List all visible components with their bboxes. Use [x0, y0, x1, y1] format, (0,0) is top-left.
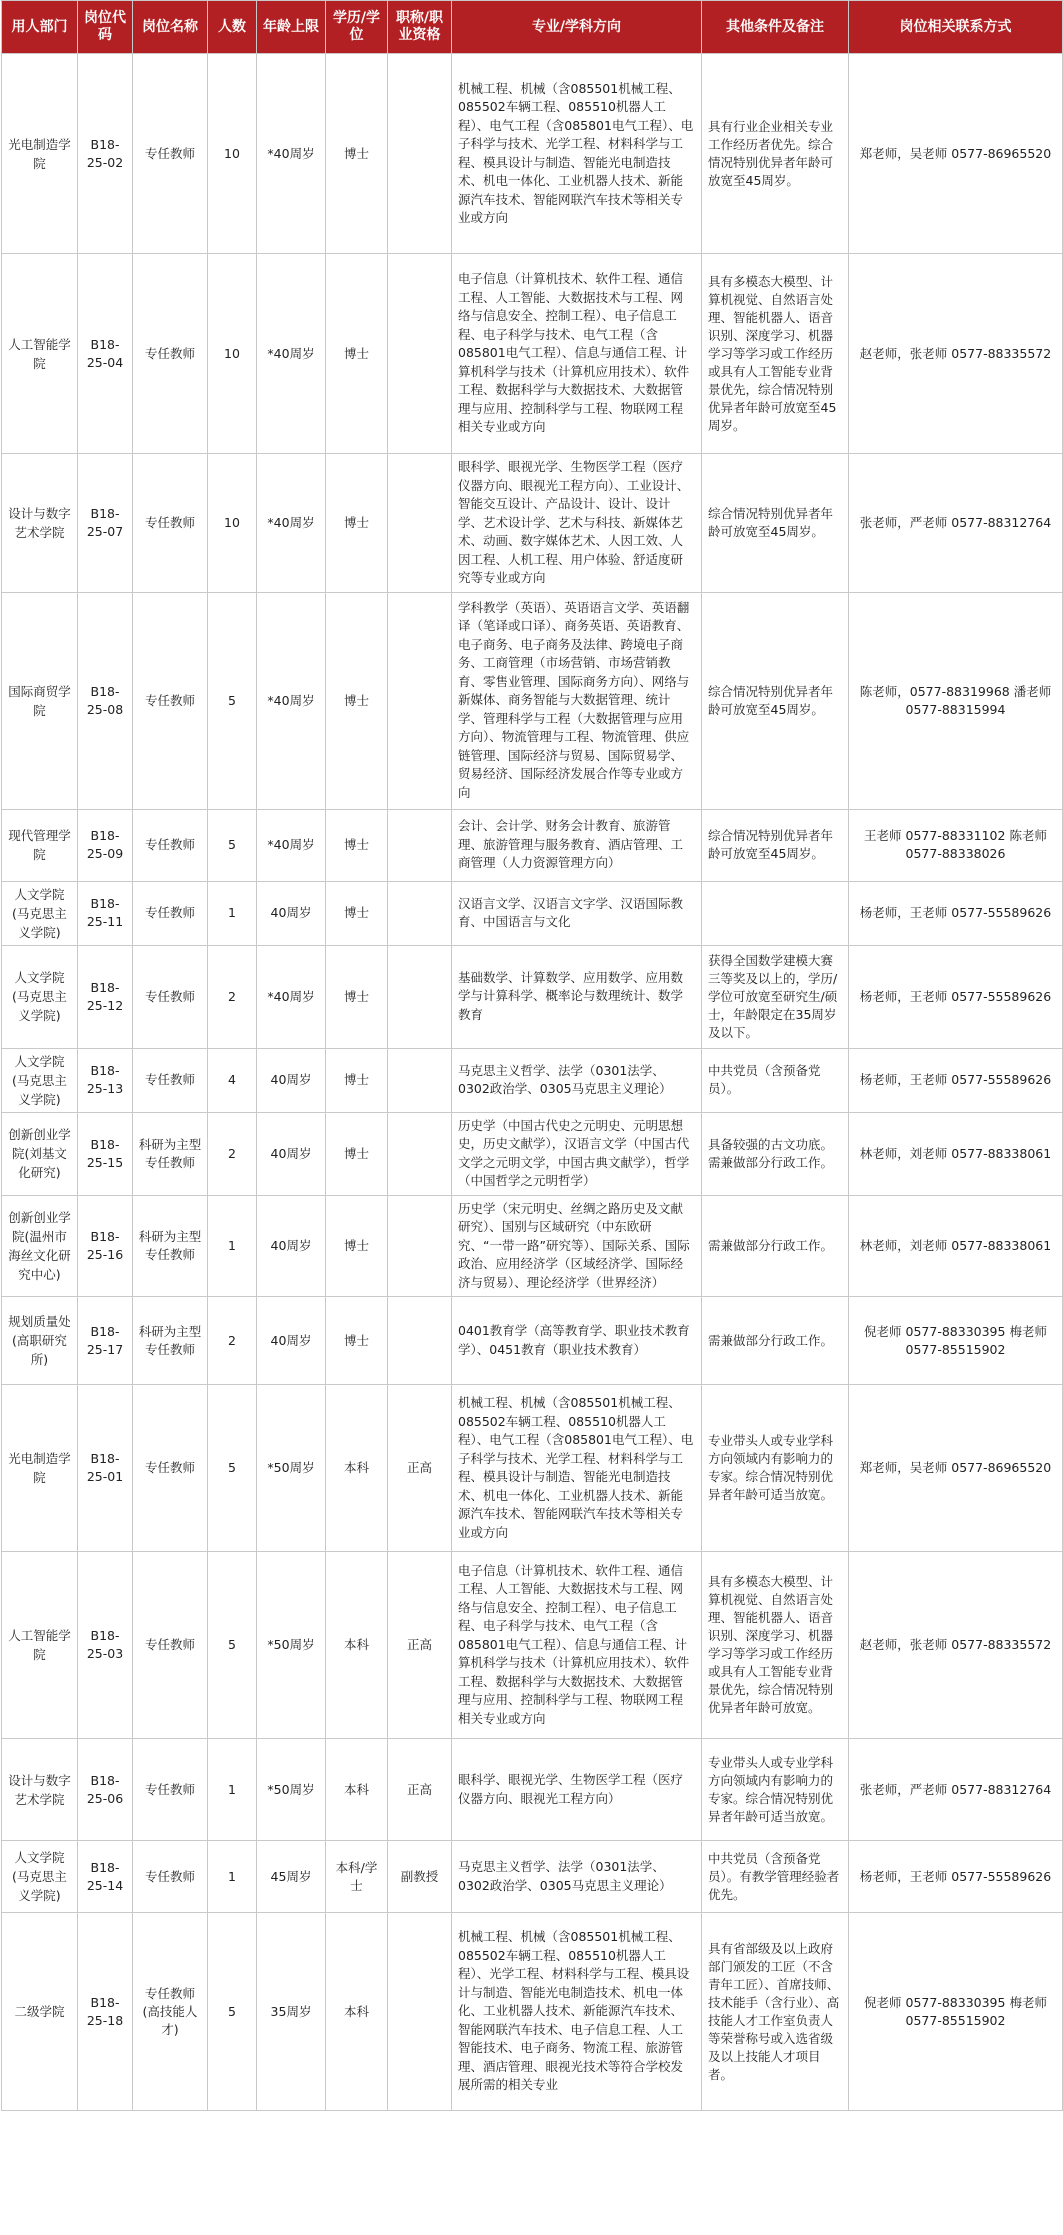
cell-note: 综合情况特别优异者年龄可放宽至45周岁。	[702, 809, 849, 881]
cell-title: 专任教师	[133, 945, 208, 1048]
cell-major: 马克思主义哲学、法学（0301法学、0302政治学、0305马克思主义理论）	[452, 1841, 702, 1913]
cell-title: 科研为主型专任教师	[133, 1297, 208, 1385]
cell-major: 机械工程、机械（含085501机械工程、085502车辆工程、085510机器人工程）、电气工程（含085801电气工程）、电子科学与技术、光学工程、材料科学与工程、模具设计与制造、智能光电制造技术、机电一体化、工业机器人技术、新能源汽车技术、智能网联汽车技术等相关专业或方向	[452, 54, 702, 254]
cell-edu: 博士	[326, 1297, 388, 1385]
table-row	[2, 592, 1063, 809]
cell-note: 中共党员（含预备党员）。有教学管理经验者优先。	[702, 1841, 849, 1913]
cell-major: 会计、会计学、财务会计教育、旅游管理、旅游管理与服务教育、酒店管理、工商管理（人力资源管理方向）	[452, 809, 702, 881]
cell-contact: 林老师，刘老师 0577-88338061	[849, 1112, 1063, 1195]
cell-dept: 规划质量处(高职研究所)	[2, 1297, 78, 1385]
cell-code: B18-25-06	[78, 1739, 133, 1841]
cell-edu: 博士	[326, 454, 388, 593]
cell-count: 2	[208, 1297, 257, 1385]
cell-qual	[388, 254, 452, 454]
cell-dept: 设计与数字艺术学院	[2, 454, 78, 593]
cell-note: 具有行业企业相关专业工作经历者优先。综合情况特别优异者年龄可放宽至45周岁。	[702, 54, 849, 254]
cell-age: 35周岁	[257, 1913, 326, 2111]
cell-note: 综合情况特别优异者年龄可放宽至45周岁。	[702, 592, 849, 809]
cell-note	[702, 881, 849, 945]
cell-age: *40周岁	[257, 945, 326, 1048]
cell-contact: 郑老师，吴老师 0577-86965520	[849, 1385, 1063, 1552]
cell-contact: 杨老师，王老师 0577-55589626	[849, 1841, 1063, 1913]
cell-note: 具有多模态大模型、计算机视觉、自然语言处理、智能机器人、语音识别、深度学习、机器学习等学习或工作经历或具有人工智能专业背景优先，综合情况特别优异者年龄可放宽。	[702, 1552, 849, 1739]
table-row	[2, 54, 1063, 254]
table-row	[2, 1552, 1063, 1739]
cell-qual	[388, 1048, 452, 1112]
cell-title: 专任教师	[133, 454, 208, 593]
cell-age: *40周岁	[257, 592, 326, 809]
cell-title: 专任教师	[133, 881, 208, 945]
cell-code: B18-25-17	[78, 1297, 133, 1385]
cell-edu: 博士	[326, 945, 388, 1048]
table-row	[2, 1913, 1063, 2111]
cell-count: 10	[208, 454, 257, 593]
cell-age: *50周岁	[257, 1385, 326, 1552]
cell-dept: 人文学院(马克思主义学院)	[2, 1841, 78, 1913]
cell-dept: 国际商贸学院	[2, 592, 78, 809]
cell-code: B18-25-02	[78, 54, 133, 254]
cell-title: 专任教师	[133, 1385, 208, 1552]
header-code: 岗位代码	[78, 1, 133, 54]
cell-qual	[388, 1112, 452, 1195]
cell-edu: 本科	[326, 1385, 388, 1552]
cell-major: 机械工程、机械（含085501机械工程、085502车辆工程、085510机器人工程）、光学工程、材料科学与工程、模具设计与制造、智能光电制造技术、机电一体化、工业机器人技术、新能源汽车技术、智能网联汽车技术、电子信息工程、人工智能技术、电子商务、物流工程、旅游管理、酒店管理、眼视光技术等符合学校发展所需的相关专业	[452, 1913, 702, 2111]
table-row	[2, 1195, 1063, 1297]
cell-major: 学科教学（英语）、英语语言文学、英语翻译（笔译或口译）、商务英语、英语教育、电子商务、电子商务及法律、跨境电子商务、工商管理（市场营销、市场营销教育、零售业管理、国际商务方向）、网络与新媒体、商务智能与大数据管理、统计学、管理科学与工程（大数据管理与应用方向）、物流管理与工程、物流管理、供应链管理、国际经济与贸易、国际贸易学、贸易经济、国际经济发展合作等专业或方向	[452, 592, 702, 809]
cell-code: B18-25-08	[78, 592, 133, 809]
table-row	[2, 881, 1063, 945]
cell-edu: 本科	[326, 1552, 388, 1739]
cell-contact: 林老师，刘老师 0577-88338061	[849, 1195, 1063, 1297]
table-row	[2, 945, 1063, 1048]
table-row	[2, 1739, 1063, 1841]
cell-count: 5	[208, 809, 257, 881]
cell-code: B18-25-12	[78, 945, 133, 1048]
cell-code: B18-25-13	[78, 1048, 133, 1112]
cell-title: 专任教师	[133, 254, 208, 454]
cell-title: 科研为主型专任教师	[133, 1112, 208, 1195]
cell-note: 具备较强的古文功底。需兼做部分行政工作。	[702, 1112, 849, 1195]
cell-title: 专任教师	[133, 1552, 208, 1739]
cell-qual: 正高	[388, 1739, 452, 1841]
cell-code: B18-25-18	[78, 1913, 133, 2111]
cell-major: 电子信息（计算机技术、软件工程、通信工程、人工智能、大数据技术与工程、网络与信息安全、控制工程）、电子信息工程、电子科学与技术、电气工程（含085801电气工程）、信息与通信工程、计算机科学与技术（计算机应用技术）、软件工程、数据科学与大数据技术、大数据管理与应用、控制科学与工程、物联网工程相关专业或方向	[452, 1552, 702, 1739]
cell-code: B18-25-04	[78, 254, 133, 454]
header-count: 人数	[208, 1, 257, 54]
cell-major: 电子信息（计算机技术、软件工程、通信工程、人工智能、大数据技术与工程、网络与信息安全、控制工程）、电子信息工程、电子科学与技术、电气工程（含085801电气工程）、信息与通信工程、计算机科学与技术（计算机应用技术）、软件工程、数据科学与大数据技术、大数据管理与应用、控制科学与工程、物联网工程相关专业或方向	[452, 254, 702, 454]
cell-qual	[388, 454, 452, 593]
cell-major: 汉语言文学、汉语言文字学、汉语国际教育、中国语言与文化	[452, 881, 702, 945]
cell-age: 40周岁	[257, 1297, 326, 1385]
cell-dept: 人工智能学院	[2, 254, 78, 454]
cell-contact: 杨老师，王老师 0577-55589626	[849, 945, 1063, 1048]
cell-title: 专任教师	[133, 592, 208, 809]
cell-count: 10	[208, 54, 257, 254]
cell-dept: 人文学院(马克思主义学院)	[2, 881, 78, 945]
cell-major: 0401教育学（高等教育学、职业技术教育学）、0451教育（职业技术教育）	[452, 1297, 702, 1385]
header-contact: 岗位相关联系方式	[849, 1, 1063, 54]
cell-contact: 张老师，严老师 0577-88312764	[849, 454, 1063, 593]
cell-dept: 二级学院	[2, 1913, 78, 2111]
cell-count: 1	[208, 881, 257, 945]
cell-contact: 张老师，严老师 0577-88312764	[849, 1739, 1063, 1841]
cell-qual: 副教授	[388, 1841, 452, 1913]
table-row	[2, 809, 1063, 881]
header-edu: 学历/学位	[326, 1, 388, 54]
cell-edu: 博士	[326, 54, 388, 254]
cell-qual	[388, 809, 452, 881]
cell-age: *40周岁	[257, 254, 326, 454]
cell-count: 1	[208, 1739, 257, 1841]
cell-age: *50周岁	[257, 1739, 326, 1841]
cell-dept: 创新创业学院(刘基文化研究)	[2, 1112, 78, 1195]
cell-edu: 博士	[326, 881, 388, 945]
cell-note: 中共党员（含预备党员）。	[702, 1048, 849, 1112]
cell-title: 专任教师	[133, 1048, 208, 1112]
recruitment-table	[1, 0, 1063, 2111]
cell-contact: 陈老师，0577-88319968 潘老师 0577-88315994	[849, 592, 1063, 809]
cell-edu: 本科/学士	[326, 1841, 388, 1913]
cell-qual	[388, 1297, 452, 1385]
cell-code: B18-25-16	[78, 1195, 133, 1297]
cell-contact: 王老师 0577-88331102 陈老师 0577-88338026	[849, 809, 1063, 881]
header-major: 专业/学科方向	[452, 1, 702, 54]
cell-count: 5	[208, 1913, 257, 2111]
cell-age: 40周岁	[257, 881, 326, 945]
cell-dept: 人工智能学院	[2, 1552, 78, 1739]
cell-edu: 本科	[326, 1739, 388, 1841]
cell-count: 2	[208, 945, 257, 1048]
cell-dept: 现代管理学院	[2, 809, 78, 881]
header-qual: 职称/职业资格	[388, 1, 452, 54]
cell-title: 专任教师	[133, 54, 208, 254]
cell-edu: 博士	[326, 254, 388, 454]
cell-age: *40周岁	[257, 54, 326, 254]
cell-count: 5	[208, 1552, 257, 1739]
cell-count: 1	[208, 1841, 257, 1913]
cell-dept: 光电制造学院	[2, 1385, 78, 1552]
cell-count: 10	[208, 254, 257, 454]
cell-qual: 正高	[388, 1385, 452, 1552]
cell-major: 基础数学、计算数学、应用数学、应用数学与计算科学、概率论与数理统计、数学教育	[452, 945, 702, 1048]
cell-note: 获得全国数学建模大赛三等奖及以上的，学历/学位可放宽至研究生/硕士，年龄限定在35周岁及以下。	[702, 945, 849, 1048]
cell-note: 具有省部级及以上政府部门颁发的工匠（不含青年工匠）、首席技师、技术能手（含行业）、高技能人才工作室负责人等荣誉称号或入选省级及以上技能人才项目者。	[702, 1913, 849, 2111]
header-title: 岗位名称	[133, 1, 208, 54]
cell-major: 眼科学、眼视光学、生物医学工程（医疗仪器方向、眼视光工程方向）、工业设计、智能交互设计、产品设计、设计、设计学、艺术设计学、艺术与科技、新媒体艺术、动画、数字媒体艺术、人因工效、人因工程、人机工程、用户体验、舒适度研究等专业或方向	[452, 454, 702, 593]
cell-major: 历史学（中国古代史之元明史、元明思想史，历史文献学），汉语言文学（中国古代文学之元明文学，中国古典文献学），哲学（中国哲学之元明哲学）	[452, 1112, 702, 1195]
cell-note: 需兼做部分行政工作。	[702, 1297, 849, 1385]
cell-age: *40周岁	[257, 454, 326, 593]
cell-title: 专任教师	[133, 1841, 208, 1913]
cell-edu: 博士	[326, 592, 388, 809]
cell-note: 需兼做部分行政工作。	[702, 1195, 849, 1297]
cell-edu: 本科	[326, 1913, 388, 2111]
cell-note: 专业带头人或专业学科方向领域内有影响力的专家。综合情况特别优异者年龄可适当放宽。	[702, 1739, 849, 1841]
cell-age: *40周岁	[257, 809, 326, 881]
cell-edu: 博士	[326, 1048, 388, 1112]
table-row	[2, 1841, 1063, 1913]
cell-age: *50周岁	[257, 1552, 326, 1739]
cell-edu: 博士	[326, 1195, 388, 1297]
header-note: 其他条件及备注	[702, 1, 849, 54]
table-row	[2, 1112, 1063, 1195]
cell-contact: 郑老师，吴老师 0577-86965520	[849, 54, 1063, 254]
cell-contact: 杨老师，王老师 0577-55589626	[849, 1048, 1063, 1112]
table-row	[2, 454, 1063, 593]
cell-note: 具有多模态大模型、计算机视觉、自然语言处理、智能机器人、语音识别、深度学习、机器学习等学习或工作经历或具有人工智能专业背景优先，综合情况特别优异者年龄可放宽至45周岁。	[702, 254, 849, 454]
cell-age: 40周岁	[257, 1195, 326, 1297]
cell-code: B18-25-01	[78, 1385, 133, 1552]
cell-code: B18-25-07	[78, 454, 133, 593]
cell-contact: 倪老师 0577-88330395 梅老师 0577-85515902	[849, 1913, 1063, 2111]
cell-qual	[388, 54, 452, 254]
cell-dept: 创新创业学院(温州市海丝文化研究中心)	[2, 1195, 78, 1297]
cell-qual: 正高	[388, 1552, 452, 1739]
cell-code: B18-25-15	[78, 1112, 133, 1195]
cell-qual	[388, 945, 452, 1048]
header-age: 年龄上限	[257, 1, 326, 54]
cell-edu: 博士	[326, 1112, 388, 1195]
cell-count: 2	[208, 1112, 257, 1195]
cell-title: 科研为主型专任教师	[133, 1195, 208, 1297]
cell-code: B18-25-14	[78, 1841, 133, 1913]
cell-code: B18-25-09	[78, 809, 133, 881]
cell-major: 马克思主义哲学、法学（0301法学、0302政治学、0305马克思主义理论）	[452, 1048, 702, 1112]
cell-title: 专任教师(高技能人才)	[133, 1913, 208, 2111]
cell-major: 机械工程、机械（含085501机械工程、085502车辆工程、085510机器人工程）、电气工程（含085801电气工程）、电子科学与技术、光学工程、材料科学与工程、模具设计与制造、智能光电制造技术、机电一体化、工业机器人技术、新能源汽车技术、智能网联汽车技术等相关专业或方向	[452, 1385, 702, 1552]
cell-title: 专任教师	[133, 809, 208, 881]
cell-dept: 人文学院(马克思主义学院)	[2, 945, 78, 1048]
cell-age: 40周岁	[257, 1112, 326, 1195]
cell-count: 1	[208, 1195, 257, 1297]
cell-code: B18-25-03	[78, 1552, 133, 1739]
cell-contact: 赵老师，张老师 0577-88335572	[849, 1552, 1063, 1739]
cell-age: 45周岁	[257, 1841, 326, 1913]
cell-dept: 光电制造学院	[2, 54, 78, 254]
table-row	[2, 1385, 1063, 1552]
cell-major: 历史学（宋元明史、丝绸之路历史及文献研究）、国别与区域研究（中东欧研究、“一带一路”研究等）、国际关系、国际政治、应用经济学（区域经济学、国际经济与贸易）、理论经济学（世界经济）	[452, 1195, 702, 1297]
cell-count: 5	[208, 592, 257, 809]
cell-major: 眼科学、眼视光学、生物医学工程（医疗仪器方向、眼视光工程方向）	[452, 1739, 702, 1841]
cell-note: 综合情况特别优异者年龄可放宽至45周岁。	[702, 454, 849, 593]
cell-qual	[388, 1195, 452, 1297]
cell-dept: 设计与数字艺术学院	[2, 1739, 78, 1841]
cell-contact: 赵老师，张老师 0577-88335572	[849, 254, 1063, 454]
cell-qual	[388, 1913, 452, 2111]
cell-qual	[388, 592, 452, 809]
cell-count: 4	[208, 1048, 257, 1112]
table-row	[2, 1048, 1063, 1112]
cell-qual	[388, 881, 452, 945]
cell-dept: 人文学院(马克思主义学院)	[2, 1048, 78, 1112]
cell-note: 专业带头人或专业学科方向领域内有影响力的专家。综合情况特别优异者年龄可适当放宽。	[702, 1385, 849, 1552]
header-dept: 用人部门	[2, 1, 78, 54]
cell-age: 40周岁	[257, 1048, 326, 1112]
table-row	[2, 254, 1063, 454]
cell-code: B18-25-11	[78, 881, 133, 945]
cell-contact: 杨老师，王老师 0577-55589626	[849, 881, 1063, 945]
cell-count: 5	[208, 1385, 257, 1552]
cell-title: 专任教师	[133, 1739, 208, 1841]
cell-contact: 倪老师 0577-88330395 梅老师 0577-85515902	[849, 1297, 1063, 1385]
table-body	[2, 54, 1063, 2111]
table-row	[2, 1297, 1063, 1385]
cell-edu: 博士	[326, 809, 388, 881]
table-header-row	[2, 1, 1063, 54]
